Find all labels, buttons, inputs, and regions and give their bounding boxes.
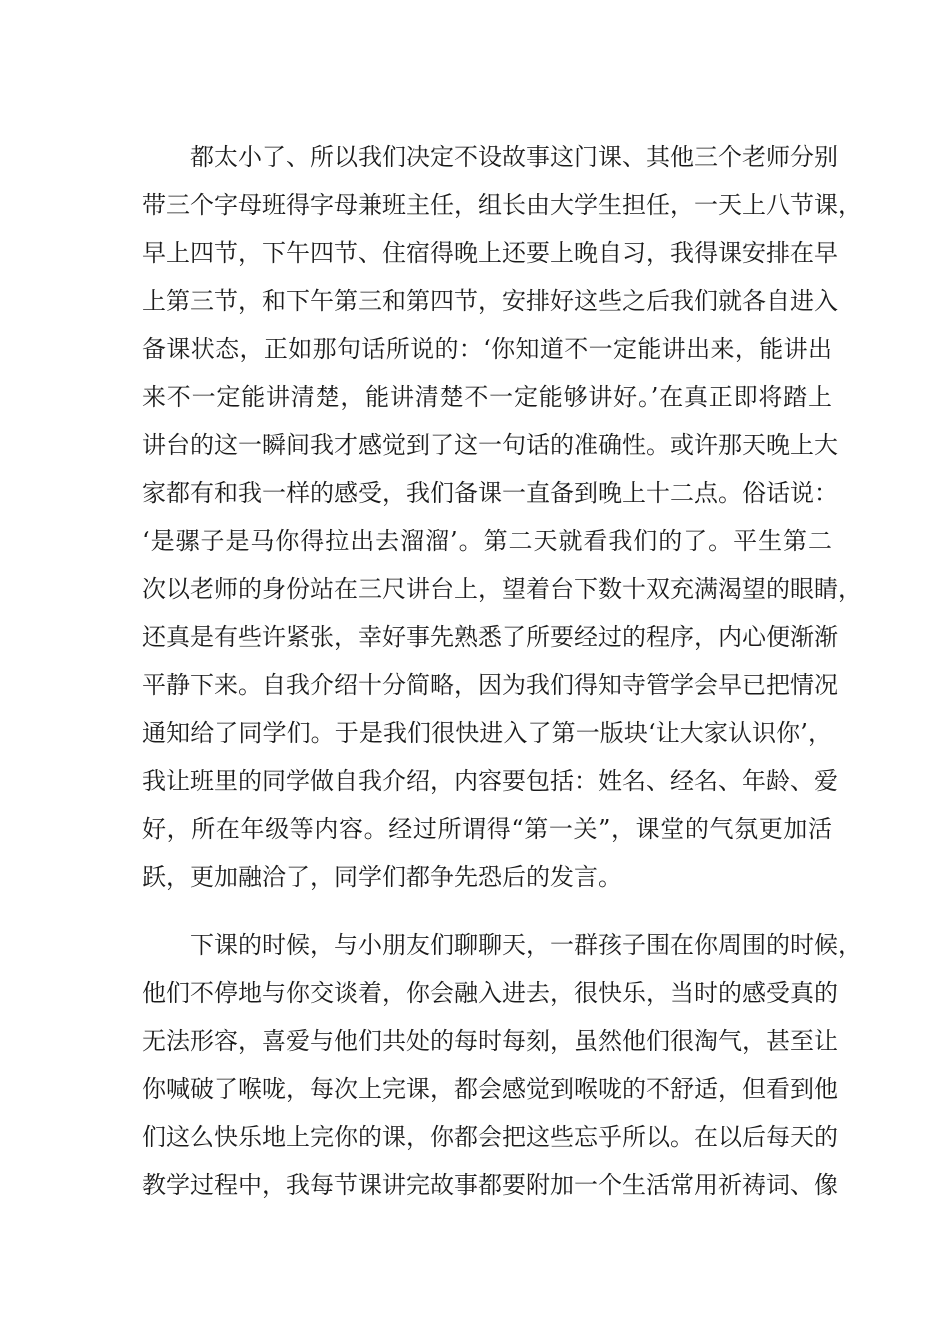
text-line: 次以老师的身份站在三尺讲台上，望着台下数十双充满渴望的眼睛， bbox=[142, 575, 862, 603]
paragraph-1 bbox=[142, 133, 862, 901]
text-line: 教学过程中，我每节课讲完故事都要附加一个生活常用祈祷词、像 bbox=[142, 1171, 838, 1199]
text-line: 家都有和我一样的感受，我们备课一直备到晚上十二点。俗话说： bbox=[142, 479, 838, 507]
text-line: 下课的时候，与小朋友们聊聊天，一群孩子围在你周围的时候， bbox=[190, 931, 862, 959]
text-line: 带三个字母班得字母兼班主任，组长由大学生担任，一天上八节课， bbox=[142, 191, 862, 219]
text-line: 他们不停地与你交谈着，你会融入进去，很快乐，当时的感受真的 bbox=[142, 979, 838, 1007]
text-line: 好，所在年级等内容。经过所谓得“第一关”，课堂的气氛更加活 bbox=[142, 815, 832, 843]
text-line: 平静下来。自我介绍十分简略，因为我们得知寺管学会早已把情况 bbox=[142, 671, 838, 699]
paragraph-2 bbox=[142, 921, 862, 1209]
text-line: 跃，更加融洽了，同学们都争先恐后的发言。 bbox=[142, 863, 622, 891]
text-line: 无法形容，喜爱与他们共处的每时每刻，虽然他们很淘气，甚至让 bbox=[142, 1027, 838, 1055]
text-line: 早上四节，下午四节、住宿得晚上还要上晚自习，我得课安排在早 bbox=[142, 239, 838, 267]
text-line: 们这么快乐地上完你的课，你都会把这些忘乎所以。在以后每天的 bbox=[142, 1123, 838, 1151]
text-line: 来不一定能讲清楚，能讲清楚不一定能够讲好。’在真正即将踏上 bbox=[142, 383, 832, 411]
text-line: 通知给了同学们。于是我们很快进入了第一版块‘让大家认识你’， bbox=[142, 719, 832, 747]
text-line: 你喊破了喉咙，每次上完课，都会感觉到喉咙的不舒适，但看到他 bbox=[142, 1075, 838, 1103]
text-line: 还真是有些许紧张，幸好事先熟悉了所要经过的程序，内心便渐渐 bbox=[142, 623, 838, 651]
text-line: ‘是骡子是马你得拉出去溜溜’。第二天就看我们的了。平生第二 bbox=[142, 527, 832, 555]
text-line: 上第三节，和下午第三和第四节，安排好这些之后我们就各自进入 bbox=[142, 287, 838, 315]
text-line: 都太小了、所以我们决定不设故事这门课、其他三个老师分别 bbox=[190, 143, 838, 171]
text-line: 我让班里的同学做自我介绍，内容要包括：姓名、经名、年龄、爱 bbox=[142, 767, 838, 795]
text-line: 备课状态，正如那句话所说的：‘你知道不一定能讲出来，能讲出 bbox=[142, 335, 832, 363]
text-line: 讲台的这一瞬间我才感觉到了这一句话的准确性。或许那天晚上大 bbox=[142, 431, 838, 459]
